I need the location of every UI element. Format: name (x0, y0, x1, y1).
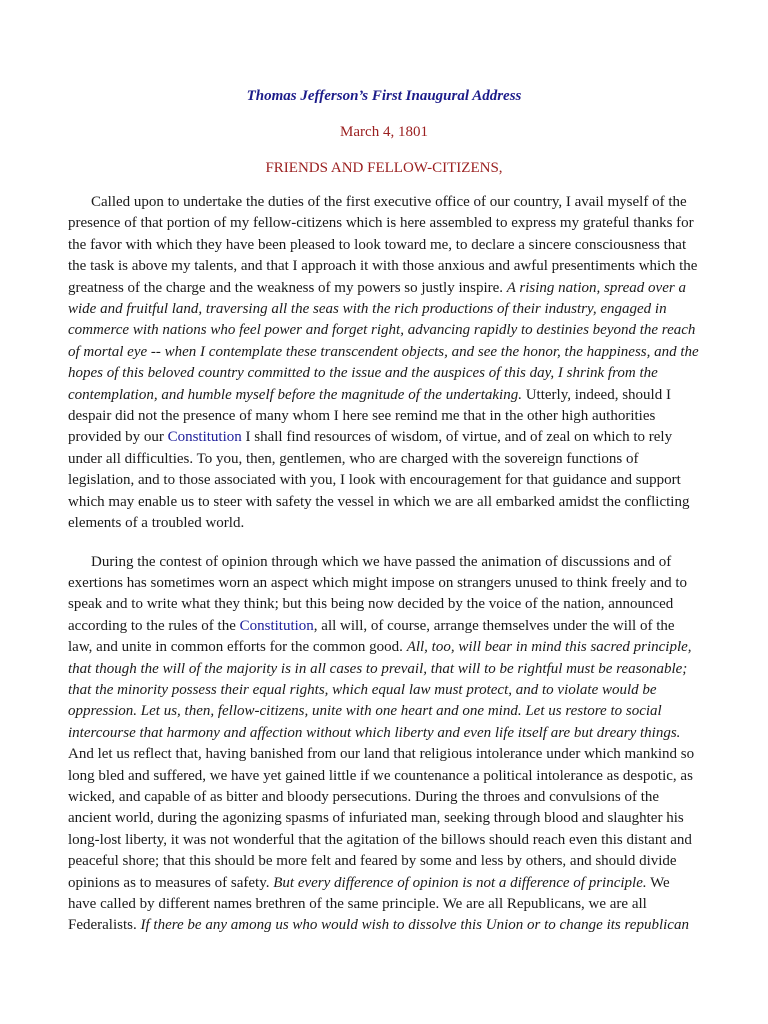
paragraph-1 (68, 192, 700, 535)
document-title: Thomas Jefferson’s First Inaugural Address (246, 88, 522, 104)
paragraph-2-text-2: , all will, of course, arrange themselves under the will of the law, and unite in common efforts for the common good. (68, 617, 675, 656)
paragraph-1-text-2: Utterly, indeed, should I despair did not the presence of many whom I here see remind me that in the other high authorities provided by our (68, 386, 671, 446)
paragraph-1-text-3: I shall find resources of wisdom, of virtue, and of zeal on which to rely under all difficulties. To you, then, gentlemen, who are charged with the sovereign functions of legislation, and to those associated with you, I look with encouragement for that guidance and support which may enable us to steer with safety the vessel in which we are all embarked amidst the conflicting elements of a troubled world. (68, 429, 690, 532)
salutation: FRIENDS AND FELLOW-CITIZENS, (265, 160, 503, 176)
paragraph-1-italic-1: A rising nation, spread over a wide and fruitful land, traversing all the seas with the rich productions of their industry, engaged in commerce with nations who feel power and forget right, advancing rapidly to destinies beyond the reach of mortal eye -- when I contemplate these transcendent objects, and see the honor, the happiness, and the hopes of this beloved country committed to the issue and the auspices of this day, I shrink from the contemplation, and humble myself before the magnitude of the undertaking. (68, 279, 699, 403)
paragraph-2 (68, 552, 700, 937)
paragraph-2-text-3: And let us reflect that, having banished from our land that religious intolerance under which mankind so long bled and suffered, we have yet gained little if we countenance a political intolerance as despotic, as wicked, and capable of as bitter and bloody persecutions. During the throes and convulsions of the ancient world, during the agonizing spasms of infuriated man, seeking through blood and slaughter his long-lost liberty, it was not wonderful that the agitation of the billows should reach even this distant and peaceful shore; that this should be more felt and feared by some and less by others, and should divide opinions as to measures of safety. (68, 746, 695, 891)
paragraph-2-text-4: We have called by different names brethren of the same principle. We are all Republicans, we are all Federalists. (68, 874, 670, 934)
paragraph-2-text-1: During the contest of opinion through which we have passed the animation of discussions and of exertions has sometimes worn an aspect which might impose on strangers unused to think freely and to speak and to write what they think; but this being now decided by the voice of the nation, announced according to the rules of the (68, 553, 688, 634)
paragraph-1-text-1: Called upon to undertake the duties of the first executive office of our country, I avail myself of the presence of that portion of my fellow-citizens which is here assembled to express my grateful thanks for the favor with which they have been pleased to look toward me, to declare a sincere consciousness that the task is above my talents, and that I approach it with those anxious and awful presentiments which the greatness of the charge and the weakness of my powers so justly inspire. (68, 194, 698, 296)
paragraph-2-italic-3: If there be any among us who would wish to dissolve this Union or to change its republican (140, 917, 689, 934)
document-date: March 4, 1801 (340, 124, 428, 140)
constitution-link[interactable]: Constitution (167, 429, 242, 446)
paragraph-2-italic-1: All, too, will bear in mind this sacred principle, that though the will of the majority is in all cases to prevail, that will to be rightful must be reasonable; that the minority possess their equal rights, which equal law must protect, and to violate would be oppression. Let us, then, fellow-citizens, unite with one heart and one mind. Let us restore to social intercourse that harmony and affection without which liberty and even life itself are but dreary things. (68, 639, 692, 741)
constitution-link[interactable]: Constitution (239, 617, 314, 634)
paragraph-2-italic-2: But every difference of opinion is not a difference of principle. (273, 874, 647, 891)
